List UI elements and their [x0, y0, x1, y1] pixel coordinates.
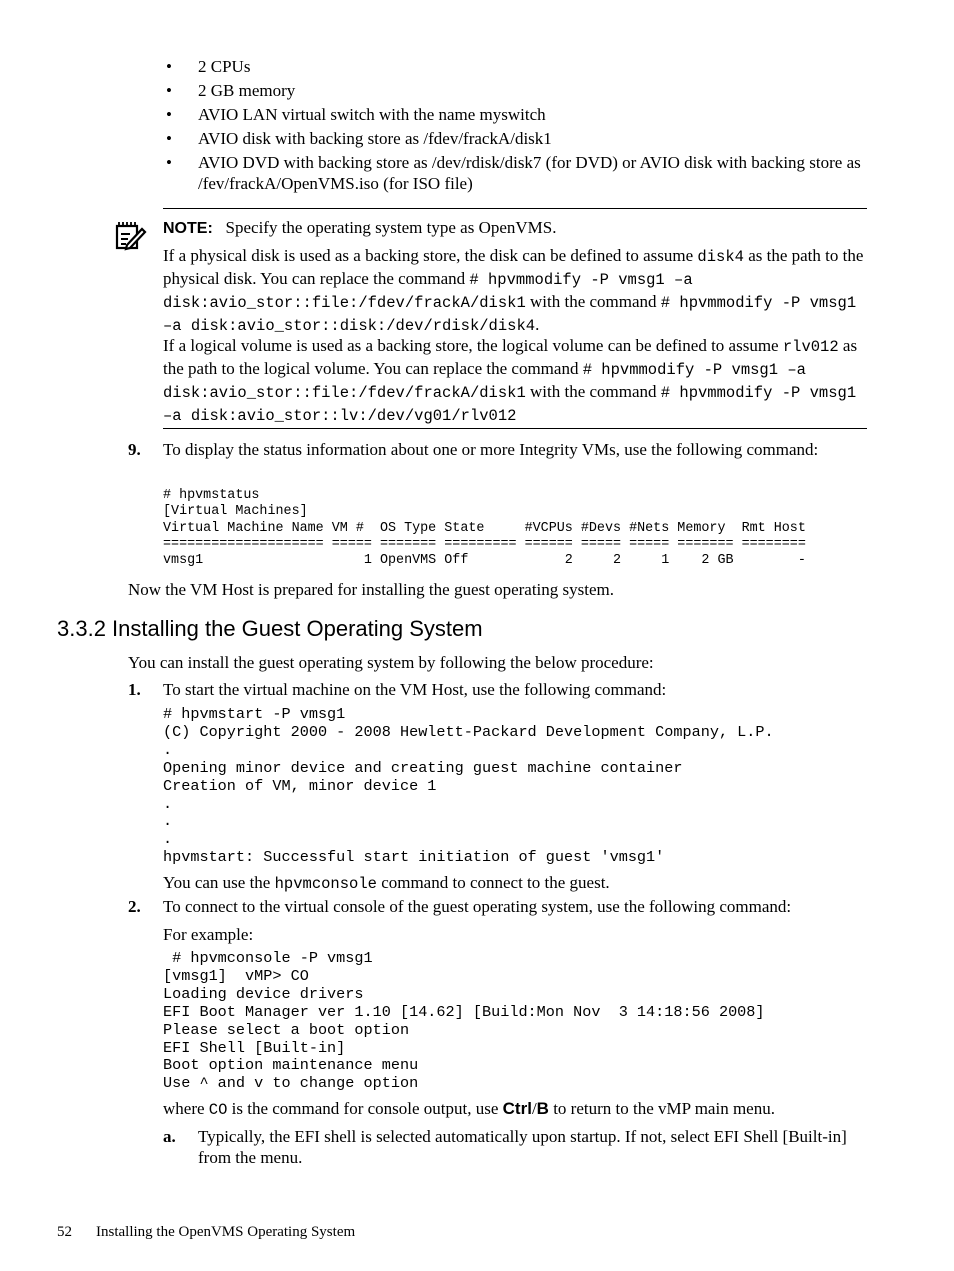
section-intro: You can install the guest operating system by following the below procedure: [128, 653, 654, 672]
body-text: Now the VM Host is prepared for installing the guest operating system. [128, 580, 614, 599]
step-number: 2. [128, 897, 141, 916]
step-text: To start the virtual machine on the VM Host, use the following command: [163, 680, 667, 699]
note-text: with the command [525, 292, 661, 311]
body-text: to return to the vMP main menu. [548, 1099, 775, 1118]
bullet-glyph: • [166, 105, 172, 124]
note-bottom-rule [163, 428, 867, 429]
note-text: . [535, 315, 540, 334]
step-text: To connect to the virtual console of the guest operating system, use the following command: [163, 897, 792, 916]
note-text: as the path to the physical disk. You can replace the command [163, 246, 864, 288]
page-number: 52 [57, 1224, 72, 1240]
bullet-glyph: • [166, 129, 172, 148]
note-pencil-icon [113, 220, 147, 252]
step-text: To display the status information about one or more Integrity VMs, use the following command: [163, 440, 819, 459]
bullet-item: AVIO disk with backing store as /fdev/frackA/disk1 [198, 129, 552, 148]
bullet-item: AVIO LAN virtual switch with the name myswitch [198, 105, 546, 124]
section-heading: 3.3.2 Installing the Guest Operating System [57, 616, 483, 641]
note-text: as the path to the logical volume. You can replace the command [163, 336, 858, 378]
note-first-text: Specify the operating system type as OpenVMS. [225, 218, 557, 237]
bullet-glyph: • [166, 153, 172, 172]
console-output-explanation [163, 1098, 869, 1121]
note-paragraph-physical [163, 245, 869, 337]
substep-label: a. [163, 1127, 176, 1146]
inline-code: hpvmconsole [274, 875, 377, 893]
note-text: with the command [525, 382, 661, 401]
body-text: where [163, 1099, 209, 1118]
example-label: For example: [163, 925, 254, 944]
note-code: disk4 [697, 248, 744, 266]
note-first-line [163, 217, 869, 239]
b-key-label: B [536, 1099, 549, 1118]
note-code: # hpvmmodify -P vmsg1 –a disk:avio_stor::disk:/dev/rdisk/disk4 [163, 294, 857, 335]
bullet-glyph: • [166, 81, 172, 100]
body-text: You can use the [163, 873, 275, 892]
bullet-item: 2 CPUs [198, 57, 251, 76]
substep-text: Typically, the EFI shell is selected automatically upon startup. If not, select EFI Shell [Built-in] from the menu. [198, 1127, 847, 1167]
hpvmstart-code-block: # hpvmstart -P vmsg1 (C) Copyright 2000 - 2008 Hewlett-Packard Development Company, L.P. . Opening minor device and creating guest machine container Creation of VM, minor device 1 . . . hpvmstart: Successful start initiation of guest 'vmsg1' [163, 705, 774, 867]
note-text: If a physical disk is used as a backing store, the disk can be defined to assume [163, 246, 698, 265]
note-top-rule [163, 208, 867, 209]
step-followup [163, 872, 869, 895]
note-label: NOTE: [163, 220, 213, 237]
ctrl-key-label: Ctrl [502, 1099, 532, 1118]
body-text: is the command for console output, use [227, 1099, 503, 1118]
note-text: If a logical volume is used as a backing store, the logical volume can be defined to assume [163, 336, 783, 355]
key-separator: / [531, 1099, 537, 1118]
note-code: rlv012 [782, 338, 839, 356]
inline-code: CO [208, 1101, 228, 1119]
note-paragraph-logical [163, 335, 869, 427]
bullet-item: AVIO DVD with backing store as /dev/rdisk/disk7 (for DVD) or AVIO disk with backing store as /fev/frackA/OpenVMS.iso (for ISO file) [198, 153, 861, 193]
body-text: command to connect to the guest. [376, 873, 610, 892]
step-number: 9. [128, 440, 141, 459]
note-code: # hpvmmodify -P vmsg1 –a disk:avio_stor::file:/fdev/frackA/disk1 [163, 361, 806, 402]
hpvmstatus-code-block: # hpvmstatus [Virtual Machines] Virtual Machine Name VM # OS Type State #VCPUs #Devs #Nets Memory Rmt Host ==================== ===== ======= ========= ====== ===== ===== ======= ======== vmsg1 1 OpenVMS Off 2 2 1 2 GB - [163, 488, 806, 569]
step-number: 1. [128, 680, 141, 699]
bullet-glyph: • [166, 57, 172, 76]
bullet-item: 2 GB memory [198, 81, 296, 100]
note-code: # hpvmmodify -P vmsg1 –a disk:avio_stor::lv:/dev/vg01/rlv012 [163, 384, 857, 425]
footer-title: Installing the OpenVMS Operating System [96, 1224, 356, 1240]
hpvmconsole-code-block: # hpvmconsole -P vmsg1 [vmsg1] vMP> CO Loading device drivers EFI Boot Manager ver 1.10 [14.62] [Build:Mon Nov 3 14:18:56 2008] Please select a boot option EFI Shell [Built-in] Boot option maintenance menu Use ^ and v to change option [163, 949, 765, 1093]
note-code: # hpvmmodify -P vmsg1 –a disk:avio_stor::file:/fdev/frackA/disk1 [163, 271, 693, 312]
